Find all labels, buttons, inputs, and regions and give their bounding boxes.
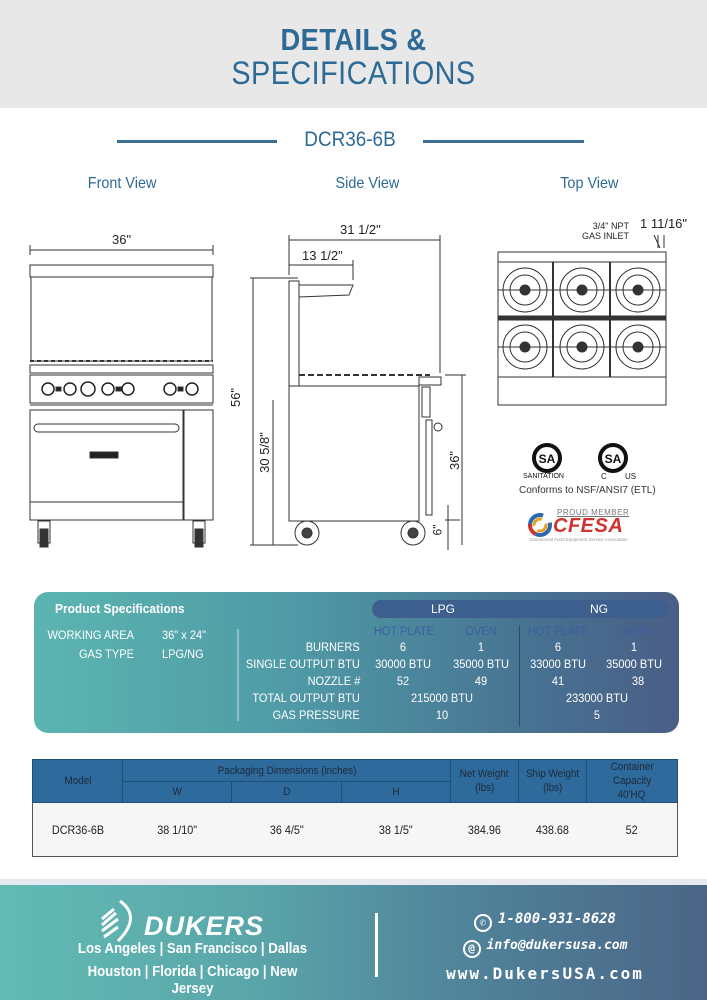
ng-hp-btu: 33000 BTU: [530, 657, 586, 671]
side-shelf-dim: 13 1/2": [302, 248, 343, 263]
top-view-drawing: [490, 210, 690, 415]
gas-type-label: GAS TYPE: [78, 647, 134, 661]
side-total-height-dim: 56": [228, 387, 244, 408]
col-d: D: [232, 782, 341, 803]
cell-d: 36 4/5": [232, 803, 341, 857]
model-heading: [0, 126, 707, 156]
ng-oven-nozzle: 38: [631, 674, 645, 688]
ng-oven-head: OVEN: [618, 624, 650, 638]
col-model: Model: [33, 760, 123, 803]
lpg-oven-btu: 35000 BTU: [453, 657, 509, 671]
ng-total-btu: 233000 BTU: [565, 691, 628, 705]
page-title-line1: DETAILS &: [280, 22, 427, 57]
at-icon: @: [463, 940, 481, 958]
col-ship-weight: Ship Weight (lbs): [518, 760, 586, 803]
us-label: US: [625, 472, 637, 481]
cities-line1: Los Angeles | San Francisco | Dallas: [77, 940, 308, 957]
ng-header: NG: [590, 602, 608, 616]
dukers-logo-icon: [98, 897, 144, 943]
ng-gas-pressure: 5: [593, 708, 601, 722]
lpg-hp-burners: 6: [399, 640, 407, 654]
lpg-hp-nozzle: 52: [396, 674, 410, 688]
cell-container: 52: [586, 803, 677, 857]
lpg-hotplate-head: HOT PLATE: [373, 624, 435, 638]
sanitation-label: SANITATION: [523, 473, 564, 480]
lpg-oven-burners: 1: [477, 640, 485, 654]
work-height-dim: 36": [447, 450, 463, 471]
col-dims-group: Packaging Dimensions (inches): [123, 760, 451, 782]
footer-top-strip: [0, 879, 707, 885]
col-h: H: [341, 782, 450, 803]
front-view-drawing: [20, 225, 240, 555]
footer: [0, 885, 707, 1000]
single-output-label: SINGLE OUTPUT BTU: [246, 657, 360, 671]
cfesa-name: CFESA: [553, 515, 624, 537]
top-view-label: Top View: [560, 175, 619, 192]
product-specifications-panel: [34, 592, 679, 733]
ng-hp-nozzle: 41: [551, 674, 565, 688]
leg-height-dim: 6": [430, 524, 445, 536]
nozzle-label: NOZZLE #: [307, 674, 360, 688]
gas-inlet-line1: 3/4" NPT: [592, 221, 630, 231]
side-view-drawing: [228, 215, 480, 550]
cell-net: 384.96: [451, 803, 519, 857]
working-area-label: WORKING AREA: [47, 628, 134, 642]
side-height-dim: 30 5/8": [256, 432, 272, 473]
phone-icon: ✆: [474, 914, 492, 932]
model-number: DCR36-6B: [304, 128, 396, 151]
lpg-hp-btu: 30000 BTU: [375, 657, 431, 671]
proud-member-text: PROUD MEMBER: [557, 508, 630, 517]
ng-oven-btu: 35000 BTU: [606, 657, 662, 671]
footer-divider: [375, 913, 378, 977]
side-view-label: Side View: [335, 175, 400, 192]
page-header: [0, 0, 707, 108]
gas-inlet-label: [582, 221, 629, 241]
divider-right: [423, 140, 584, 143]
gas-type-header-bar: [372, 600, 669, 618]
gas-pressure-label: GAS PRESSURE: [272, 708, 360, 722]
working-area-value: 36" x 24": [162, 628, 207, 642]
email-link[interactable]: @ info@dukersusa.com: [400, 938, 690, 958]
cell-model: DCR36-6B: [33, 803, 123, 857]
divider-left: [117, 140, 277, 143]
cities-line2: Houston | Florida | Chicago | New Jersey: [87, 963, 298, 997]
website-link[interactable]: www.DukersUSA.com: [446, 964, 644, 983]
phone-link[interactable]: ✆ 1-800-931-8628: [400, 911, 690, 932]
cell-h: 38 1/5": [341, 803, 450, 857]
ng-hotplate-head: HOT PLATE: [527, 624, 589, 638]
lpg-total-btu: 215000 BTU: [410, 691, 473, 705]
total-output-label: TOTAL OUTPUT BTU: [252, 691, 360, 705]
cell-ship: 438.68: [518, 803, 586, 857]
burners-label: BURNERS: [306, 640, 360, 654]
brand-name: DUKERS: [144, 911, 265, 941]
inlet-offset-dim: 1 11/16": [640, 216, 688, 231]
spec-title: Product Specifications: [55, 601, 185, 616]
spec-divider: [237, 629, 239, 721]
certifications: [515, 440, 655, 500]
cell-w: 38 1/10": [123, 803, 232, 857]
page-title-line2: SPECIFICATIONS: [231, 55, 476, 91]
ng-oven-burners: 1: [630, 640, 638, 654]
svg-text:SA: SA: [538, 452, 556, 466]
front-width-dim: 36": [112, 232, 132, 247]
col-net-weight: Net Weight (lbs): [451, 760, 519, 803]
c-label: C: [601, 472, 607, 481]
svg-text:SA: SA: [604, 452, 622, 466]
ng-hp-burners: 6: [554, 640, 562, 654]
front-view-label: Front View: [87, 175, 157, 192]
lpg-oven-head: OVEN: [465, 624, 497, 638]
gas-inlet-line2: GAS INLET: [582, 231, 630, 241]
cfesa-logo: [527, 508, 645, 544]
dukers-logo: [98, 897, 278, 943]
col-container: Container Capacity 40'HQ: [586, 760, 677, 803]
lpg-header: LPG: [431, 602, 456, 616]
col-w: W: [123, 782, 232, 803]
cfesa-subtitle: Commercial Food Equipment Service Association: [529, 537, 628, 542]
side-depth-dim: 31 1/2": [340, 222, 381, 237]
conforms-text: Conforms to NSF/ANSI7 (ETL): [519, 485, 656, 496]
gas-type-value: LPG/NG: [162, 647, 204, 661]
packaging-table: [32, 759, 678, 857]
lpg-gas-pressure: 10: [435, 708, 449, 722]
table-row: [33, 803, 678, 857]
lpg-oven-nozzle: 49: [474, 674, 488, 688]
